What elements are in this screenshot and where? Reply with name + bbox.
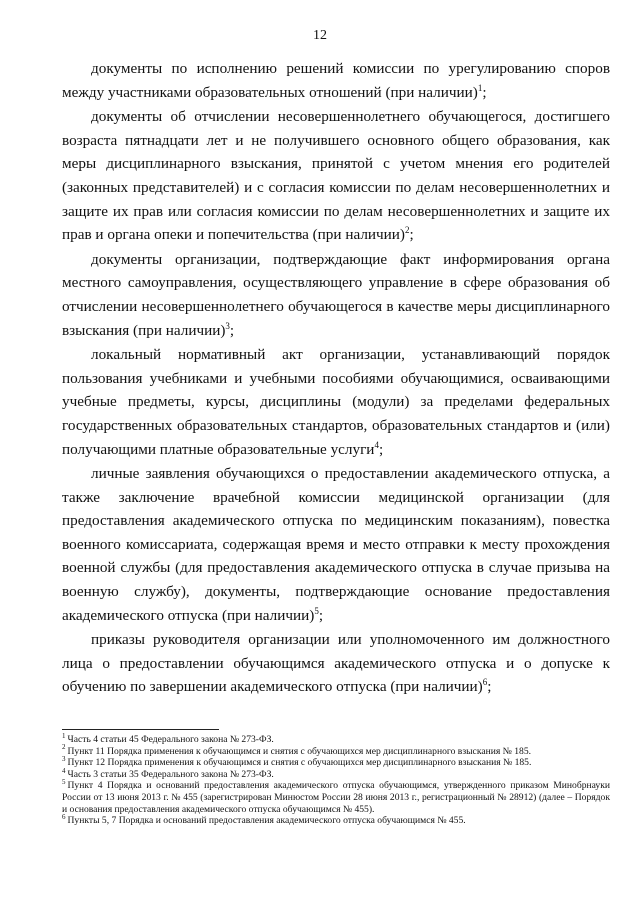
footnote-ref: 1 — [477, 82, 483, 93]
paragraph — [62, 343, 610, 461]
paragraph-text: документы организации, подтверждающие факт информирования органа местного самоуправления, осуществляющего управление в сфере образования об отчислении несовершеннолетнего обучающегося в качестве меры дисциплинарного взыскания (при наличии) — [62, 250, 610, 339]
footnote-number: 2 — [62, 743, 66, 752]
paragraph — [62, 57, 610, 104]
footnote-text: Часть 4 статьи 45 Федерального закона № 273-ФЗ. — [67, 734, 274, 745]
paragraph-tail: ; — [378, 440, 384, 458]
paragraph-tail: ; — [409, 226, 414, 244]
footnote — [62, 766, 610, 781]
footnote-ref: 4 — [374, 439, 379, 450]
footnote-text: Часть 3 статьи 35 Федерального закона № 273-ФЗ. — [67, 768, 274, 780]
paragraph-tail: ; — [229, 321, 235, 339]
footnote-text: Пункт 12 Порядка применения к обучающимся и снятия с обучающихся мер дисциплинарного взыскания № 185. — [67, 757, 532, 769]
paragraph-tail: ; — [318, 606, 324, 624]
footnote-number: 4 — [62, 766, 66, 775]
paragraph — [62, 105, 610, 247]
paragraph-text: локальный нормативный акт организации, устанавливающий порядок пользования учебниками и учебными пособиями обучающимися, осваивающими учебные предметы, курсы, дисциплины (модули) за пределами федеральных государственных образовательных стандартов, образовательных стандартов и (или) получающими платные образовательные услуги — [62, 346, 610, 458]
paragraph — [62, 628, 610, 699]
footnote-number: 5 — [62, 778, 66, 787]
footnote-ref: 3 — [225, 320, 230, 331]
paragraph-tail: ; — [482, 83, 487, 101]
footnote — [62, 780, 610, 815]
footnote-number: 6 — [62, 812, 66, 821]
footnote-text: Пункт 4 Порядка и оснований предоставления академического отпуска обучающимся, утвержденного приказом Минобрнауки России от 13 июня 2013 г. № 455 (зарегистрирован Минюстом России 28 июня 2013 г., регистрационный № 28912) (далее – Порядок и основания предоставления академического отпуска обучающимся № 455). — [62, 780, 610, 815]
footnote — [62, 731, 610, 746]
page-number: 12 — [313, 28, 327, 43]
footnote-text: Пункты 5, 7 Порядка и оснований предоставления академического отпуска обучающимся № 455. — [67, 815, 466, 827]
footnote — [62, 743, 610, 758]
footnote-ref: 6 — [482, 677, 488, 688]
paragraph — [62, 248, 610, 342]
footnote-number: 3 — [62, 755, 66, 763]
footnote-separator — [62, 729, 219, 730]
footnotes — [62, 731, 610, 827]
footnote — [62, 812, 610, 827]
body-text — [62, 57, 610, 700]
paragraph-text: приказы руководителя организации или уполномоченного им должностного лица о предоставлении обучающимся академического отпуска и о допуске к обучению по завершении академического отпуска (при наличии) — [62, 631, 610, 696]
footnote-ref: 2 — [404, 225, 410, 236]
paragraph — [62, 462, 610, 627]
paragraph-text: личные заявления обучающихся о предоставлении академического отпуска, а также заключение врачебной комиссии медицинской организации (для предоставления академического отпуска по медицинским показаниям), повестка военного комиссариата, содержащая время и место отправки к месту прохождения военной службы (для предоставления академического отпуска в случае призыва на военную службу), документы, подтверждающие основание предоставления академического отпуска (при наличии) — [62, 465, 610, 624]
paragraph-tail: ; — [487, 678, 492, 696]
footnote-ref: 5 — [314, 605, 319, 616]
footnote — [62, 757, 610, 769]
footnote-text: Пункт 11 Порядка применения к обучающимся и снятия с обучающихся мер дисциплинарного взыскания № 185. — [67, 745, 532, 757]
paragraph-text: документы об отчислении несовершеннолетнего обучающегося, достигшего возраста пятнадцати лет и не получившего основного общего образования, как меры дисциплинарного взыскания, принятой с учетом мнения его родителей (законных представителей) и с согласия комиссии по делам несовершеннолетних и защите их прав или согласия комиссии по делам несовершеннолетних и защите их прав и органа опеки и попечительства (при наличии) — [62, 108, 610, 244]
paragraph-text: документы по исполнению решений комиссии по урегулированию споров между участниками образовательных отношений (при наличии) — [62, 60, 610, 101]
footnote-number: 1 — [62, 731, 66, 740]
